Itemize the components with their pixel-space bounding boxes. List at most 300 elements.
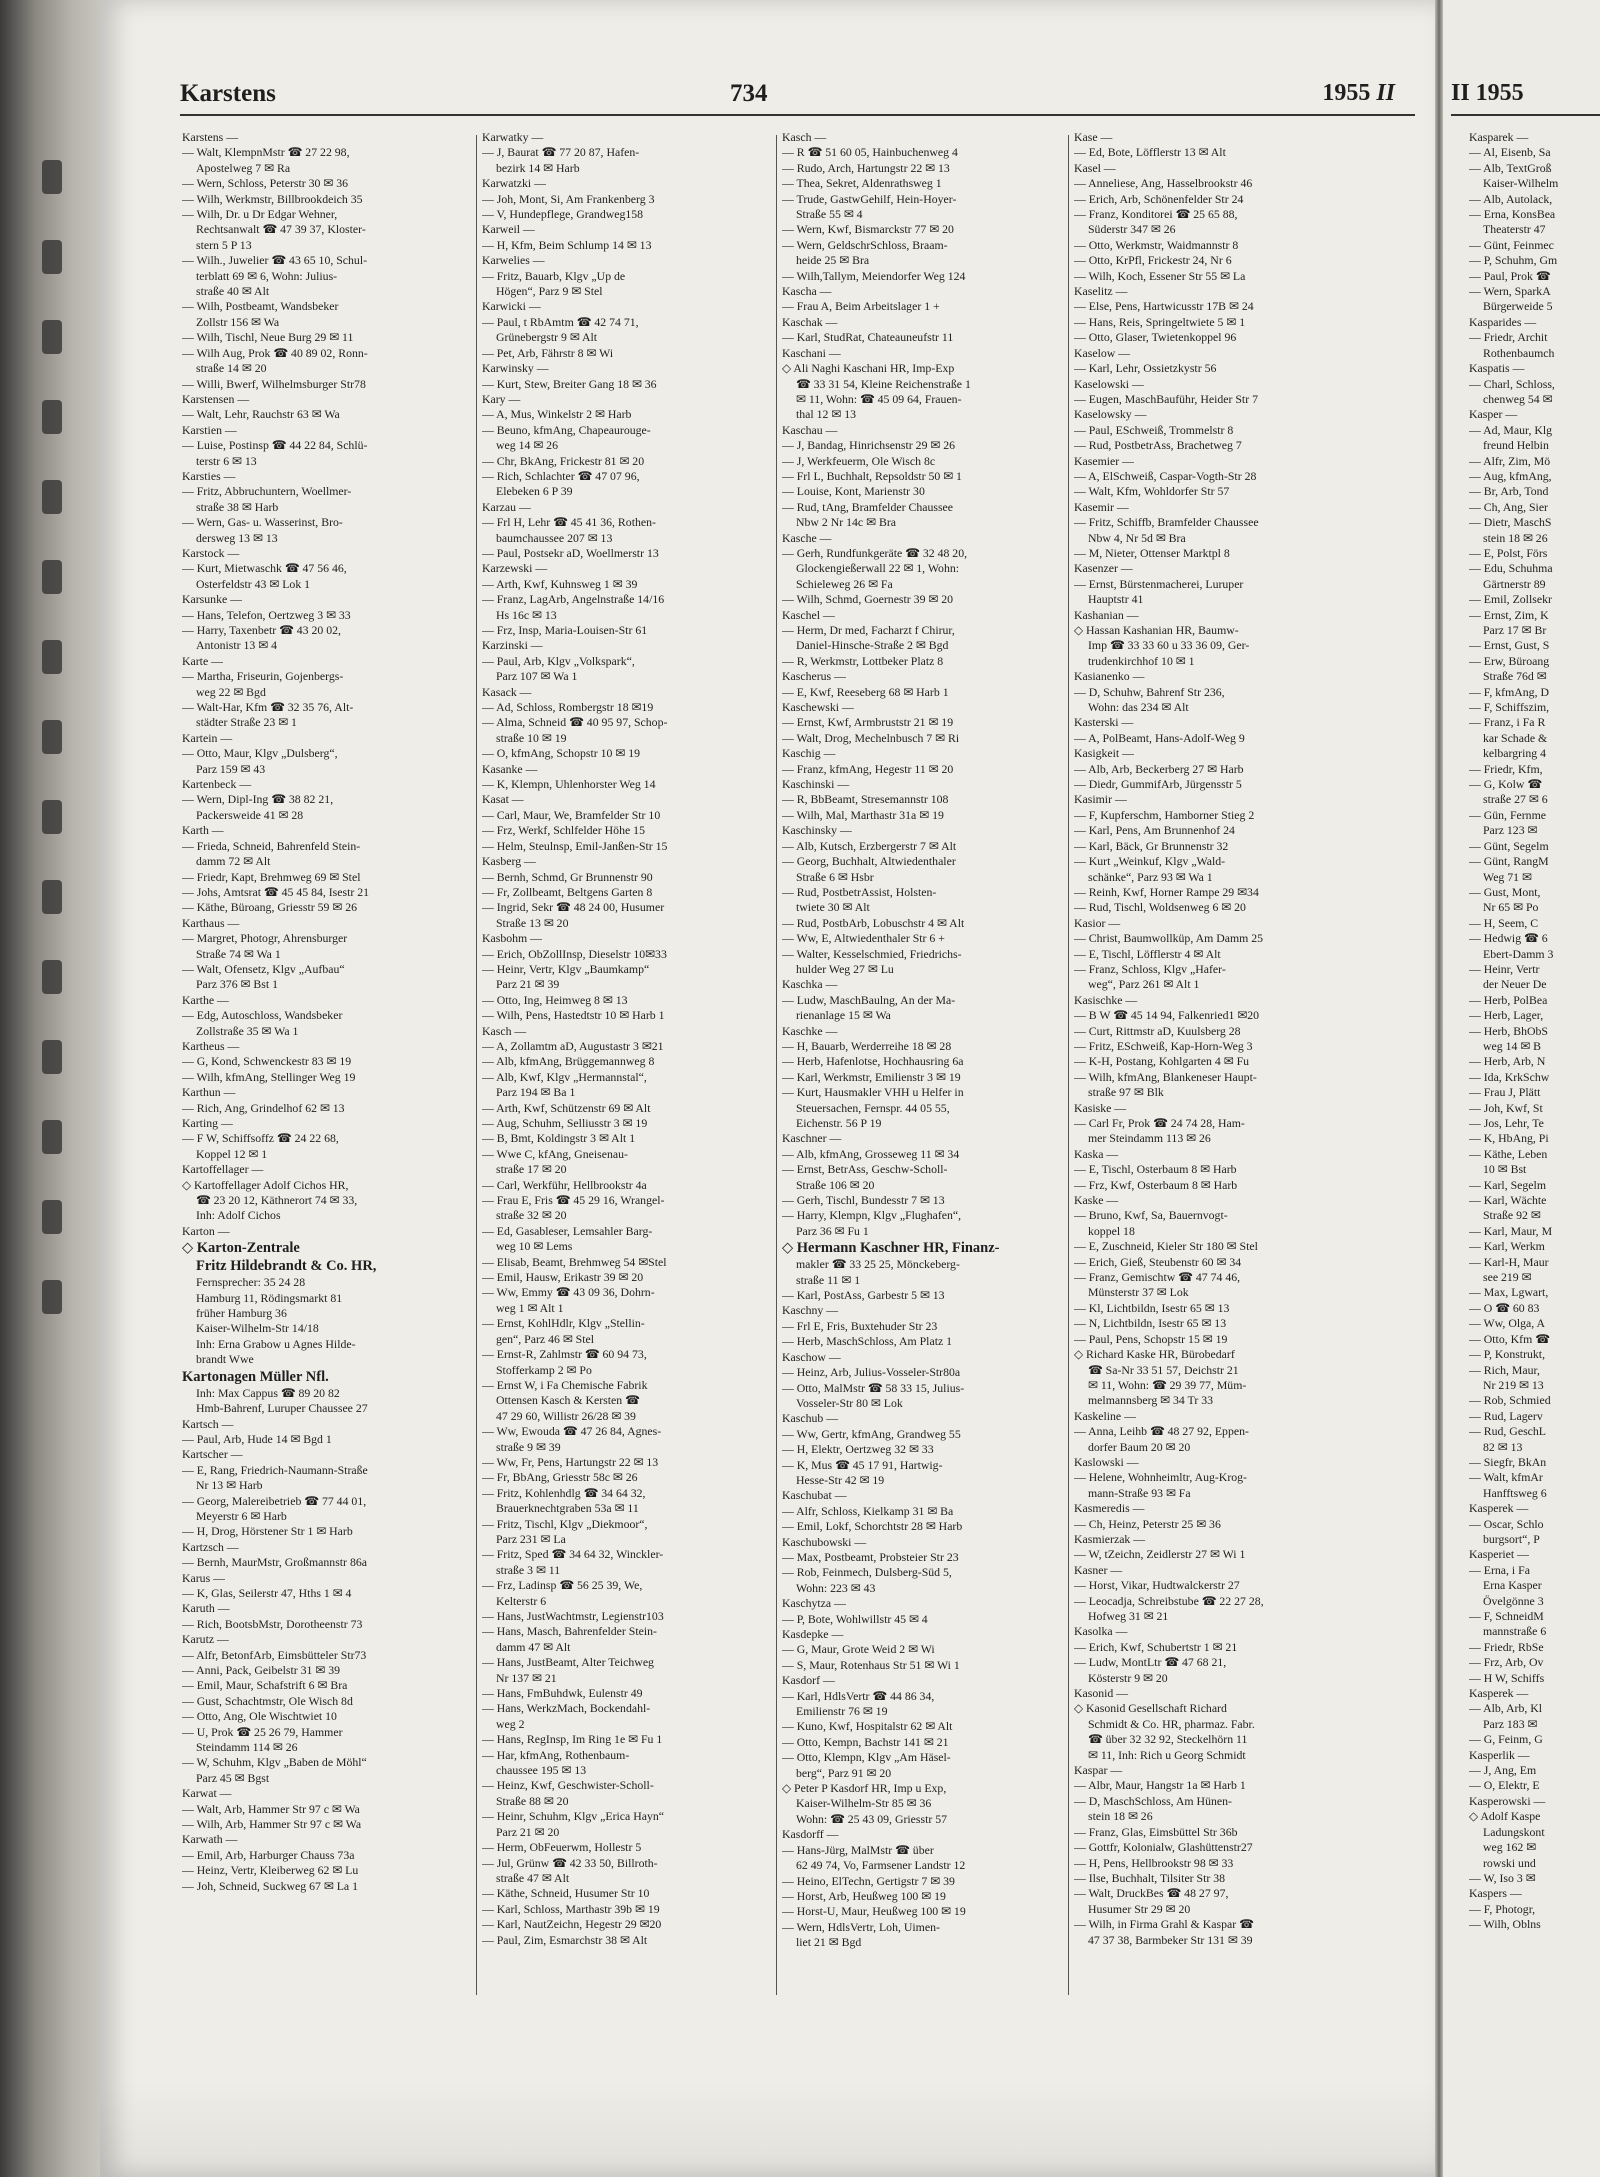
directory-entry-line: Kasel — bbox=[1074, 160, 1116, 175]
directory-entry-line: terstr 6 ✉ 13 bbox=[196, 453, 257, 468]
directory-entry-line: Straße 106 ✉ 20 bbox=[796, 1177, 875, 1192]
directory-entry-line: stern 5 P 13 bbox=[196, 237, 252, 252]
page-header bbox=[180, 80, 1415, 116]
next-page-entry-line: stein 18 ✉ 26 bbox=[1483, 530, 1548, 545]
directory-entry-line: Grünebergstr 9 ✉ Alt bbox=[496, 330, 598, 345]
directory-entry-line: — Thea, Sekret, Aldenrathsweg 1 bbox=[782, 176, 942, 191]
directory-entry-line: melmannsberg ✉ 34 Tr 33 bbox=[1088, 1393, 1214, 1408]
directory-entry-line: Kasianenko — bbox=[1074, 669, 1145, 684]
directory-entry-line: Kaskeline — bbox=[1074, 1408, 1136, 1423]
directory-entry-line: — G, Maur, Grote Weid 2 ✉ Wi bbox=[782, 1642, 935, 1657]
directory-entry-line: berg“, Parz 91 ✉ 20 bbox=[796, 1765, 892, 1780]
directory-entry-line: Kasmeredis — bbox=[1074, 1501, 1145, 1516]
directory-entry-line: — Walt, Ofensetz, Klgv „Aufbau“ bbox=[182, 961, 345, 976]
directory-entry-line: — Wwe C, kfAng, Gneisenau- bbox=[482, 1146, 628, 1161]
next-page-entry-line: ◇ Adolf Kaspe bbox=[1469, 1809, 1541, 1824]
directory-entry-line: hulder Weg 27 ✉ Lu bbox=[796, 961, 894, 976]
directory-entry-line: — Hans, Telefon, Oertzweg 3 ✉ 33 bbox=[182, 607, 351, 622]
directory-entry-line: Karton — bbox=[182, 1223, 230, 1238]
next-page-entry-line: — Rich, Maur, bbox=[1469, 1362, 1540, 1377]
directory-entry-line: — Franz, Glas, Eimsbüttel Str 36b bbox=[1074, 1824, 1238, 1839]
next-page-entry-line: — W, Iso 3 ✉ bbox=[1469, 1870, 1536, 1885]
next-page-entry-line: — Jos, Lehr, Te bbox=[1469, 1116, 1544, 1130]
directory-entry-line: straße 9 ✉ 39 bbox=[496, 1439, 561, 1454]
next-page-entry-line: — Alb, Arb, Kl bbox=[1469, 1701, 1543, 1716]
directory-entry-line: — Erich, Kwf, Schubertstr 1 ✉ 21 bbox=[1074, 1639, 1238, 1654]
binding-mark bbox=[42, 160, 62, 194]
next-page-edge bbox=[1443, 0, 1600, 2177]
directory-entry-line: — Heinr, Schuhm, Klgv „Erica Hayn“ bbox=[482, 1809, 664, 1824]
directory-entry-line: — Herb, MaschSchloss, Am Platz 1 bbox=[782, 1334, 953, 1349]
directory-entry-line: Karthe — bbox=[182, 992, 229, 1007]
next-page-entry-line: — Günt, Segelm bbox=[1469, 838, 1549, 853]
directory-entry-line: — Ww, E, Altwiedenthaler Str 6 + bbox=[782, 931, 945, 946]
next-page-entry-line: — Alfr, Zim, Mö bbox=[1469, 453, 1551, 468]
directory-entry-line: — E, Kwf, Reeseberg 68 ✉ Harb 1 bbox=[782, 684, 949, 699]
directory-entry-line: Kaselow — bbox=[1074, 345, 1131, 360]
directory-entry-line: Steuersachen, Fernspr. 44 05 55, bbox=[796, 1100, 950, 1115]
next-page-column bbox=[1469, 130, 1600, 1933]
directory-entry-line: mer Steindamm 113 ✉ 26 bbox=[1088, 1131, 1211, 1146]
next-page-entry-line: — P, Schuhm, Gm bbox=[1469, 253, 1558, 268]
next-page-entry-line: — O ☎ 60 83 bbox=[1469, 1300, 1540, 1315]
directory-entry-line: — Trude, GastwGehilf, Hein-Hoyer- bbox=[782, 191, 957, 206]
directory-entry-line: — Pet, Arb, Fährstr 8 ✉ Wi bbox=[482, 345, 614, 360]
directory-entry-line: — Erich, ObZollInsp, Dieselstr 10✉33 bbox=[482, 946, 667, 961]
directory-entry-line: — Walt, Kfm, Wohldorfer Str 57 bbox=[1074, 484, 1230, 499]
directory-entry-line: — J, Bandag, Hinrichsenstr 29 ✉ 26 bbox=[782, 438, 956, 453]
directory-entry-line: koppel 18 bbox=[1088, 1223, 1135, 1238]
next-page-entry-line: — J, Ang, Em bbox=[1469, 1763, 1537, 1778]
binding-mark bbox=[42, 480, 62, 514]
directory-entry-line: — U, Prok ☎ 25 26 79, Hammer bbox=[182, 1724, 343, 1739]
directory-entry-line: Imp ☎ 33 33 60 u 33 36 09, Ger- bbox=[1088, 638, 1250, 653]
directory-entry-line: — Walt, Arb, Hammer Str 97 c ✉ Wa bbox=[182, 1801, 360, 1816]
next-page-entry-line: Kasperek — bbox=[1469, 1501, 1529, 1516]
directory-entry-line: — Paul, Postsekr aD, Woellmerstr 13 bbox=[482, 545, 659, 560]
directory-entry-line: — J, Baurat ☎ 77 20 87, Hafen- bbox=[482, 145, 640, 160]
directory-entry-line: Kaschinski — bbox=[782, 777, 850, 792]
directory-entry-line: — E, Tischl, Löfflerstr 4 ✉ Alt bbox=[1074, 946, 1221, 961]
directory-entry-line: — Ernst, BetrAss, Geschw-Scholl- bbox=[782, 1162, 948, 1177]
directory-entry-line: ✉ 11, Wohn: ☎ 45 09 64, Frauen- bbox=[796, 391, 962, 406]
directory-entry-line: — Edg, Autoschloss, Wandsbeker bbox=[182, 1008, 343, 1023]
directory-entry-line: — Har, kfmAng, Rothenbaum- bbox=[482, 1747, 630, 1762]
directory-entry-line: — W, Schuhm, Klgv „Baben de Möhl“ bbox=[182, 1755, 367, 1770]
directory-entry-line: — K, Glas, Seilerstr 47, Hths 1 ✉ 4 bbox=[182, 1585, 352, 1600]
directory-entry-line: Karwicki — bbox=[482, 299, 541, 314]
directory-entry-line: Brauerknechtgraben 53a ✉ 11 bbox=[496, 1501, 639, 1516]
directory-entry-line: — Anni, Pack, Geibelstr 31 ✉ 39 bbox=[182, 1663, 340, 1677]
next-page-entry-line: Kasperlik — bbox=[1469, 1747, 1530, 1762]
next-page-entry-line: — Otto, Kfm ☎ bbox=[1469, 1331, 1550, 1346]
next-page-entry-line: — Alb, TextGroß bbox=[1469, 160, 1552, 175]
directory-entry-line: — Harry, Taxenbetr ☎ 43 20 02, bbox=[182, 623, 341, 637]
directory-entry-line: — Herb, Hafenlotse, Hochhausring 6a bbox=[782, 1054, 964, 1069]
directory-entry-line: — Karl, Lehr, Ossietzkystr 56 bbox=[1074, 361, 1217, 376]
directory-entry-line: Kaspar — bbox=[1074, 1763, 1123, 1778]
next-page-entry-line: Kasparides — bbox=[1469, 314, 1537, 329]
next-page-entry-line: — Oscar, Schlo bbox=[1469, 1516, 1544, 1531]
directory-entry-line: — Frz, Kwf, Osterbaum 8 ✉ Harb bbox=[1074, 1177, 1238, 1192]
directory-entry-line: Parz 21 ✉ 20 bbox=[496, 1824, 560, 1839]
directory-entry-line: Kasner — bbox=[1074, 1562, 1123, 1577]
directory-entry-line: — Wilh., Juwelier ☎ 43 65 10, Schul- bbox=[182, 253, 368, 268]
directory-entry-line: — A, ElSchweiß, Caspar-Vogth-Str 28 bbox=[1074, 468, 1257, 483]
directory-entry-line: ☎ 33 31 54, Kleine Reichenstraße 1 bbox=[796, 376, 971, 391]
directory-entry-line: Stofferkamp 2 ✉ Po bbox=[496, 1362, 592, 1377]
next-page-entry-line: — Heinr, Vertr bbox=[1469, 961, 1540, 976]
directory-column-1 bbox=[182, 130, 470, 1894]
directory-entry-line: Kary — bbox=[482, 391, 521, 406]
next-page-header: II 1955 bbox=[1451, 80, 1600, 116]
directory-entry-line: Karsties — bbox=[182, 468, 236, 483]
next-page-entry-line: Parz 123 ✉ bbox=[1483, 823, 1538, 838]
directory-entry-line: weg 2 bbox=[496, 1716, 525, 1731]
directory-entry-line: Parz 21 ✉ 39 bbox=[496, 977, 560, 992]
next-page-entry-line: — F, Photogr, bbox=[1469, 1901, 1536, 1916]
next-page-entry-line: — Joh, Kwf, St bbox=[1469, 1100, 1543, 1115]
directory-entry-line: Packersweide 41 ✉ 28 bbox=[196, 807, 304, 822]
directory-entry-line: — Reinh, Kwf, Horner Rampe 29 ✉34 bbox=[1074, 884, 1259, 899]
directory-entry-line: — Ad, Schloss, Rombergstr 18 ✉19 bbox=[482, 700, 654, 715]
directory-entry-line: — Wilh, Arb, Hammer Str 97 c ✉ Wa bbox=[182, 1817, 362, 1832]
directory-entry-line: — Franz, LagArb, Angelnstraße 14/16 bbox=[482, 592, 665, 607]
directory-entry-line: — Arth, Kwf, Schützenstr 69 ✉ Alt bbox=[482, 1100, 651, 1115]
next-page-entry-line: chenweg 54 ✉ bbox=[1483, 391, 1553, 406]
directory-entry-line: Glockengießerwall 22 ✉ 1, Wohn: bbox=[796, 561, 960, 576]
next-page-entry-line: — Edu, Schuhma bbox=[1469, 561, 1553, 576]
directory-entry-line: Kasdorff — bbox=[782, 1827, 839, 1842]
directory-entry-line: — Otto, Ing, Heimweg 8 ✉ 13 bbox=[482, 992, 628, 1007]
directory-entry-line: — Karl, HdlsVertr ☎ 44 86 34, bbox=[782, 1688, 935, 1703]
directory-entry-line: Kaschani — bbox=[782, 345, 841, 360]
directory-entry-line: — Gerh, Rundfunkgeräte ☎ 32 48 20, bbox=[782, 545, 968, 560]
directory-entry-line: Kaschak — bbox=[782, 314, 838, 329]
directory-entry-line: — Fritz, ESchweiß, Kap-Horn-Weg 3 bbox=[1074, 1038, 1253, 1053]
directory-column-4 bbox=[1074, 130, 1374, 1948]
binding-mark bbox=[42, 1120, 62, 1154]
directory-entry-line: — Alb, kfmAng, Grosseweg 11 ✉ 34 bbox=[782, 1146, 960, 1161]
directory-entry-line: Parz 231 ✉ La bbox=[496, 1531, 566, 1546]
directory-entry-line: Karthun — bbox=[182, 1085, 236, 1100]
directory-entry-line: — Karl, PostAss, Garbestr 5 ✉ 13 bbox=[782, 1288, 945, 1303]
header-name: Karstens bbox=[180, 80, 276, 107]
directory-entry-line: Apostelweg 7 ✉ Ra bbox=[196, 160, 291, 175]
next-page-entry-line: — Erna, KonsBea bbox=[1469, 207, 1556, 222]
directory-entry-line: Karweil — bbox=[482, 222, 535, 237]
next-page-entry-line: — Rud, GeschL bbox=[1469, 1424, 1546, 1439]
directory-entry-line: — Wern, Dipl-Ing ☎ 38 82 21, bbox=[182, 792, 334, 807]
page-number: 734 bbox=[730, 80, 768, 107]
directory-entry-line: — Christ, Baumwollküp, Am Damm 25 bbox=[1074, 931, 1264, 946]
directory-entry-line: Parz 376 ✉ Bst 1 bbox=[196, 977, 278, 992]
next-page-entry-line: — Günt, RangM bbox=[1469, 854, 1549, 869]
directory-entry-line: — Alfr, Schloss, Kielkamp 31 ✉ Ba bbox=[782, 1503, 954, 1518]
directory-entry-line: Parz 159 ✉ 43 bbox=[196, 761, 266, 776]
directory-entry-line: Hauptstr 41 bbox=[1088, 592, 1144, 607]
directory-entry-line: Kaschny — bbox=[782, 1303, 839, 1318]
next-page-entry-line: Kaiser-Wilhelm bbox=[1483, 176, 1559, 191]
directory-entry-line: straße 38 ✉ Harb bbox=[196, 499, 279, 514]
directory-entry-line: — Louise, Kont, Marienstr 30 bbox=[782, 484, 925, 499]
directory-entry-line: baumchaussee 207 ✉ 13 bbox=[496, 530, 613, 545]
directory-entry-line: — Albr, Maur, Hangstr 1a ✉ Harb 1 bbox=[1074, 1778, 1246, 1793]
directory-entry-line: Kaselowsky — bbox=[1074, 407, 1147, 422]
directory-entry-line: — Ingrid, Sekr ☎ 48 24 00, Husumer bbox=[482, 900, 665, 915]
directory-entry-line: Kaschow — bbox=[782, 1349, 841, 1364]
directory-entry-line: — Karl, Werkmstr, Emilienstr 3 ✉ 19 bbox=[782, 1069, 961, 1084]
directory-entry-line: ◇ Kasonid Gesellschaft Richard bbox=[1074, 1701, 1227, 1716]
directory-entry-line: Karwinsky — bbox=[482, 361, 549, 376]
next-page-entry-line: — Paul, Prok ☎ bbox=[1469, 268, 1551, 283]
directory-entry-line: — Otto, MalMstr ☎ 58 33 15, Julius- bbox=[782, 1380, 965, 1395]
next-page-entry-line: — Ww, Olga, A bbox=[1469, 1316, 1546, 1331]
directory-entry-line: — Curt, Rittmstr aD, Kuulsberg 28 bbox=[1074, 1023, 1241, 1038]
binding-mark bbox=[42, 880, 62, 914]
directory-entry-line: — Hans, RegInsp, Im Ring 1e ✉ Fu 1 bbox=[482, 1732, 663, 1747]
directory-entry-line: Fritz Hildebrandt & Co. HR, bbox=[196, 1258, 377, 1275]
next-page-entry-line: — F, Schiffszim, bbox=[1469, 700, 1550, 715]
directory-entry-line: Nbw 2 Nr 14c ✉ Bra bbox=[796, 515, 896, 530]
directory-entry-line: Karwath — bbox=[182, 1832, 238, 1847]
directory-entry-line: Antonistr 13 ✉ 4 bbox=[196, 638, 277, 653]
next-page-entry-line: — Charl, Schloss, bbox=[1469, 376, 1555, 391]
directory-entry-line: Kasberg — bbox=[482, 854, 536, 869]
directory-entry-line: Kasat — bbox=[482, 792, 524, 807]
directory-entry-line: — Wern, Schloss, Peterstr 30 ✉ 36 bbox=[182, 176, 348, 191]
directory-entry-line: — Helene, Wohnheimltr, Aug-Krog- bbox=[1074, 1470, 1247, 1485]
directory-entry-line: Steindamm 114 ✉ 26 bbox=[196, 1740, 298, 1755]
directory-entry-line: Kaslowski — bbox=[1074, 1454, 1139, 1469]
directory-entry-line: — Fritz, Kohlenhdlg ☎ 34 64 32, bbox=[482, 1485, 646, 1500]
directory-entry-line: — S, Maur, Rotenhaus Str 51 ✉ Wi 1 bbox=[782, 1657, 960, 1672]
binding-mark bbox=[42, 320, 62, 354]
next-page-entry-line: 10 ✉ Bst bbox=[1483, 1162, 1527, 1177]
directory-entry-line: — Hans, WerkzMach, Bockendahl- bbox=[482, 1701, 651, 1716]
directory-entry-line: — Otto, Klempn, Klgv „Am Häsel- bbox=[782, 1750, 951, 1765]
directory-entry-line: straße 17 ✉ 20 bbox=[496, 1162, 567, 1177]
directory-entry-line: — Rud, tAng, Bramfelder Chaussee bbox=[782, 499, 954, 514]
directory-entry-line: weg 10 ✉ Lems bbox=[496, 1239, 573, 1254]
directory-entry-line: — Frz, Ladinsp ☎ 56 25 39, We, bbox=[482, 1578, 643, 1593]
directory-entry-line: Wohn: ☎ 25 43 09, Griesstr 57 bbox=[796, 1811, 948, 1826]
directory-entry-line: — Horst, Arb, Heußweg 100 ✉ 19 bbox=[782, 1888, 946, 1903]
directory-entry-line: — Kl, Lichtbildn, Isestr 65 ✉ 13 bbox=[1074, 1300, 1230, 1315]
next-page-entry-line: — Frz, Arb, Ov bbox=[1469, 1655, 1544, 1670]
directory-entry-line: — Otto, Kempn, Bachstr 141 ✉ 21 bbox=[782, 1734, 949, 1749]
directory-entry-line: Kaiser-Wilhelm-Str 85 ✉ 36 bbox=[796, 1796, 932, 1811]
directory-entry-line: — A, PolBeamt, Hans-Adolf-Weg 9 bbox=[1074, 730, 1245, 745]
directory-entry-line: — F, Kupferschm, Hamborner Stieg 2 bbox=[1074, 807, 1255, 822]
directory-entry-line: — Paul, Arb, Hude 14 ✉ Bgd 1 bbox=[182, 1431, 332, 1446]
directory-entry-line: — Frl H, Lehr ☎ 45 41 36, Rothen- bbox=[482, 515, 656, 530]
directory-entry-line: Kasche — bbox=[782, 530, 832, 545]
directory-entry-line: — Wern, Kwf, Bismarckstr 77 ✉ 20 bbox=[782, 222, 954, 237]
next-page-entry-line: mannstraße 6 bbox=[1483, 1624, 1547, 1639]
header-year-value: 1955 bbox=[1322, 80, 1371, 106]
directory-entry-line: schänke“, Parz 93 ✉ Wa 1 bbox=[1088, 869, 1213, 884]
directory-entry-line: — Diedr, GummifArb, Jürgensstr 5 bbox=[1074, 777, 1242, 792]
directory-entry-line: — Joh, Mont, Si, Am Frankenberg 3 bbox=[482, 191, 655, 206]
directory-entry-line: Karth — bbox=[182, 823, 224, 838]
directory-entry-line: Daniel-Hinsche-Straße 2 ✉ Bgd bbox=[796, 638, 949, 653]
directory-entry-line: Karting — bbox=[182, 1116, 233, 1130]
directory-entry-line: Kasenzer — bbox=[1074, 561, 1133, 576]
directory-entry-line: — Carl Fr, Prok ☎ 24 74 28, Ham- bbox=[1074, 1116, 1245, 1130]
directory-entry-line: — Rich, Ang, Grindelhof 62 ✉ 13 bbox=[182, 1100, 345, 1115]
directory-entry-line: — Alb, Kwf, Klgv „Hermannstal“, bbox=[482, 1069, 647, 1084]
directory-entry-line: — Heino, ElTechn, Gertigstr 7 ✉ 39 bbox=[782, 1873, 955, 1888]
directory-entry-line: — Eugen, MaschBauführ, Heider Str 7 bbox=[1074, 391, 1258, 406]
directory-entry-line: Parz 45 ✉ Bgst bbox=[196, 1770, 270, 1785]
directory-entry-line: — B W ☎ 45 14 94, Falkenried1 ✉20 bbox=[1074, 1008, 1260, 1023]
directory-entry-line: Karstock — bbox=[182, 545, 240, 560]
binding-mark bbox=[42, 560, 62, 594]
directory-entry-line: Inh: Adolf Cichos bbox=[196, 1208, 281, 1223]
column-divider bbox=[776, 135, 777, 1995]
next-page-entry-line: Straße 76d ✉ bbox=[1483, 669, 1547, 684]
directory-entry-line: — Wilh, in Firma Grahl & Kaspar ☎ bbox=[1074, 1917, 1254, 1932]
directory-entry-line: Karthaus — bbox=[182, 915, 240, 930]
directory-entry-line: — Fritz, Bauarb, Klgv „Up de bbox=[482, 268, 626, 283]
next-page-entry-line: — Aug, kfmAng, bbox=[1469, 468, 1552, 483]
header-volume: II bbox=[1376, 80, 1395, 106]
directory-entry-line: liet 21 ✉ Bgd bbox=[796, 1935, 862, 1950]
next-page-entry-line: — Ad, Maur, Klg bbox=[1469, 422, 1553, 437]
directory-entry-line: — Horst-U, Maur, Heußweg 100 ✉ 19 bbox=[782, 1904, 966, 1919]
directory-entry-line: Kaschub — bbox=[782, 1411, 839, 1426]
directory-entry-line: — Frau A, Beim Arbeitslager 1 + bbox=[782, 299, 940, 314]
directory-entry-line: chaussee 195 ✉ 13 bbox=[496, 1763, 587, 1778]
directory-entry-line: Zollstraße 35 ✉ Wa 1 bbox=[196, 1023, 299, 1038]
next-page-entry-line: Kasparek — bbox=[1469, 130, 1529, 144]
directory-entry-line: — Emil, Lokf, Schorchtstr 28 ✉ Harb bbox=[782, 1519, 963, 1534]
directory-entry-line: — Paul, t RbAmtm ☎ 42 74 71, bbox=[482, 314, 639, 329]
next-page-entry-line: — Friedr, Kfm, bbox=[1469, 761, 1543, 776]
directory-entry-line: Karus — bbox=[182, 1570, 225, 1585]
directory-entry-line: Kelterstr 6 bbox=[496, 1593, 547, 1608]
directory-entry-line: makler ☎ 33 25 25, Mönckeberg- bbox=[796, 1257, 960, 1272]
header-year bbox=[1322, 80, 1395, 107]
directory-entry-line: — Paul, Pens, Schopstr 15 ✉ 19 bbox=[1074, 1331, 1228, 1346]
directory-entry-line: — Wilh, Mal, Marthastr 31a ✉ 19 bbox=[782, 807, 944, 822]
directory-entry-line: Kasdorf — bbox=[782, 1673, 835, 1688]
directory-entry-line: Karuth — bbox=[182, 1601, 230, 1616]
directory-entry-line: — Otto, Ang, Ole Wischtwiet 10 bbox=[182, 1709, 337, 1724]
next-page-entry-line: — Günt, Feinmec bbox=[1469, 237, 1554, 252]
directory-entry-line: Karzau — bbox=[482, 499, 531, 514]
next-page-entry-line: Erna Kasper bbox=[1483, 1578, 1542, 1593]
directory-entry-line: — A, Zollamtm aD, Augustastr 3 ✉21 bbox=[482, 1038, 664, 1053]
directory-entry-line: — Arth, Kwf, Kuhnsweg 1 ✉ 39 bbox=[482, 576, 638, 591]
directory-entry-line: — Franz, Schloss, Klgv „Hafer- bbox=[1074, 961, 1226, 976]
directory-entry-line: — Walt, KlempnMstr ☎ 27 22 98, bbox=[182, 145, 350, 160]
column-divider bbox=[476, 135, 477, 1995]
directory-entry-line: Kasischke — bbox=[1074, 992, 1138, 1007]
directory-entry-line: Hofweg 31 ✉ 21 bbox=[1088, 1609, 1169, 1623]
directory-entry-line: — Hans, Masch, Bahrenfelder Stein- bbox=[482, 1624, 657, 1639]
directory-entry-line: dersweg 13 ✉ 13 bbox=[196, 530, 278, 545]
next-page-entry-line: — Dietr, MaschS bbox=[1469, 515, 1552, 530]
directory-entry-line: — Wilh, Werkmstr, Billbrookdeich 35 bbox=[182, 191, 363, 206]
directory-entry-line: Kasch — bbox=[782, 130, 827, 144]
directory-entry-line: Kaschubowski — bbox=[782, 1534, 867, 1549]
directory-entry-line: — Martha, Friseurin, Gojenbergs- bbox=[182, 669, 344, 684]
directory-entry-line: Kasanke — bbox=[482, 761, 538, 776]
directory-entry-line: — Karl, StudRat, Chateauneufstr 11 bbox=[782, 330, 954, 345]
directory-entry-line: — Carl, Werkführ, Hellbrookstr 4a bbox=[482, 1177, 647, 1192]
directory-entry-line: Parz 194 ✉ Ba 1 bbox=[496, 1085, 576, 1100]
next-page-entry-line: — Erw, Büroang bbox=[1469, 653, 1550, 668]
directory-entry-line: — Emil, Maur, Schafstrift 6 ✉ Bra bbox=[182, 1678, 348, 1693]
directory-entry-line: Kartsch — bbox=[182, 1416, 234, 1431]
binding-mark bbox=[42, 400, 62, 434]
next-page-entry-line: — Herb, Lager, bbox=[1469, 1008, 1544, 1023]
binding-mark bbox=[42, 720, 62, 754]
directory-entry-line: — Willi, Bwerf, Wilhelmsburger Str78 bbox=[182, 376, 366, 391]
next-page-entry-line: — Rud, Lagerv bbox=[1469, 1408, 1543, 1423]
directory-entry-line: 62 49 74, Vo, Farmsener Landstr 12 bbox=[796, 1858, 966, 1873]
directory-entry-line: — Alfr, BetonfArb, Eimsbütteler Str73 bbox=[182, 1647, 367, 1662]
page-shadow bbox=[100, 2080, 1435, 2177]
directory-entry-line: — Heinz, Arb, Julius-Vosseler-Str80a bbox=[782, 1365, 961, 1380]
directory-entry-line: — Paul, Arb, Klgv „Volkspark“, bbox=[482, 653, 635, 668]
directory-entry-line: — Horst, Vikar, Hudtwalckerstr 27 bbox=[1074, 1578, 1240, 1593]
directory-entry-line: Wohn: das 234 ✉ Alt bbox=[1088, 700, 1189, 715]
directory-entry-line: Hmb-Bahrenf, Luruper Chaussee 27 bbox=[196, 1401, 368, 1416]
next-page-entry-line: — H W, Schiffs bbox=[1469, 1670, 1545, 1685]
directory-entry-line: — K, Mus ☎ 45 17 91, Hartwig- bbox=[782, 1457, 943, 1472]
next-page-entry-line: burgsort“, P bbox=[1483, 1531, 1540, 1546]
directory-entry-line: straße 97 ✉ Blk bbox=[1088, 1085, 1164, 1100]
binding-mark bbox=[42, 1280, 62, 1314]
directory-entry-line: Karzewski — bbox=[482, 561, 548, 576]
directory-entry-line: — Frl E, Fris, Buxtehuder Str 23 bbox=[782, 1318, 938, 1333]
directory-entry-line: — O, kfmAng, Schopstr 10 ✉ 19 bbox=[482, 746, 640, 761]
directory-entry-line: — Wilh, Tischl, Neue Burg 29 ✉ 11 bbox=[182, 330, 354, 345]
next-page-entry-line: rowski und bbox=[1483, 1855, 1536, 1870]
directory-entry-line: — Luise, Postinsp ☎ 44 22 84, Schlü- bbox=[182, 438, 368, 453]
directory-entry-line: — Kurt, Hausmakler VHH u Helfer in bbox=[782, 1085, 964, 1100]
directory-entry-line: — Herm, ObFeuerwm, Hollestr 5 bbox=[482, 1840, 642, 1855]
next-page-entry-line: Bürgerweide 5 bbox=[1483, 299, 1553, 314]
next-page-entry-line: — G, Kolw ☎ bbox=[1469, 777, 1543, 792]
directory-entry-line: Ottensen Kasch & Kersten ☎ bbox=[496, 1393, 640, 1408]
next-page-entry-line: — E, Polst, Förs bbox=[1469, 545, 1548, 560]
next-page-entry-line: — Emil, Zollsekr bbox=[1469, 592, 1552, 607]
directory-entry-line: — Ww, Fr, Pens, Hartungstr 22 ✉ 13 bbox=[482, 1454, 659, 1469]
directory-entry-line: ✉ 11, Wohn: ☎ 29 39 77, Müm- bbox=[1088, 1377, 1247, 1392]
directory-entry-line: Kasigkeit — bbox=[1074, 746, 1134, 761]
directory-entry-line: Kasmierzak — bbox=[1074, 1531, 1146, 1546]
directory-entry-line: Kösterstr 9 ✉ 20 bbox=[1088, 1670, 1168, 1685]
directory-entry-line: — P, Bote, Wohlwillstr 45 ✉ 4 bbox=[782, 1611, 928, 1626]
directory-entry-line: — Karl, Pens, Am Brunnenhof 24 bbox=[1074, 823, 1235, 838]
directory-entry-line: — Chr, BkAng, Frickestr 81 ✉ 20 bbox=[482, 453, 645, 468]
next-page-entry-line: — Walt, kfmAr bbox=[1469, 1470, 1543, 1485]
directory-entry-line: Straße 6 ✉ Hsbr bbox=[796, 869, 874, 884]
directory-entry-line: — Hans-Jürg, MalMstr ☎ über bbox=[782, 1842, 934, 1857]
directory-entry-line: — Beuno, kfmAng, Chapeaurouge- bbox=[482, 422, 651, 437]
next-page-entry-line: — Ernst, Zim, K bbox=[1469, 607, 1549, 622]
directory-entry-line: früher Hamburg 36 bbox=[196, 1306, 287, 1321]
directory-entry-line: — Aug, Schuhm, Selliusstr 3 ✉ 19 bbox=[482, 1116, 648, 1130]
next-page-entry-line: Straße 92 ✉ bbox=[1483, 1208, 1541, 1223]
directory-entry-line: twiete 30 ✉ Alt bbox=[796, 900, 870, 915]
directory-entry-line: — Ernst, Bürstenmacherei, Luruper bbox=[1074, 576, 1244, 591]
directory-entry-line: Rechtsanwalt ☎ 47 39 37, Kloster- bbox=[196, 222, 366, 237]
